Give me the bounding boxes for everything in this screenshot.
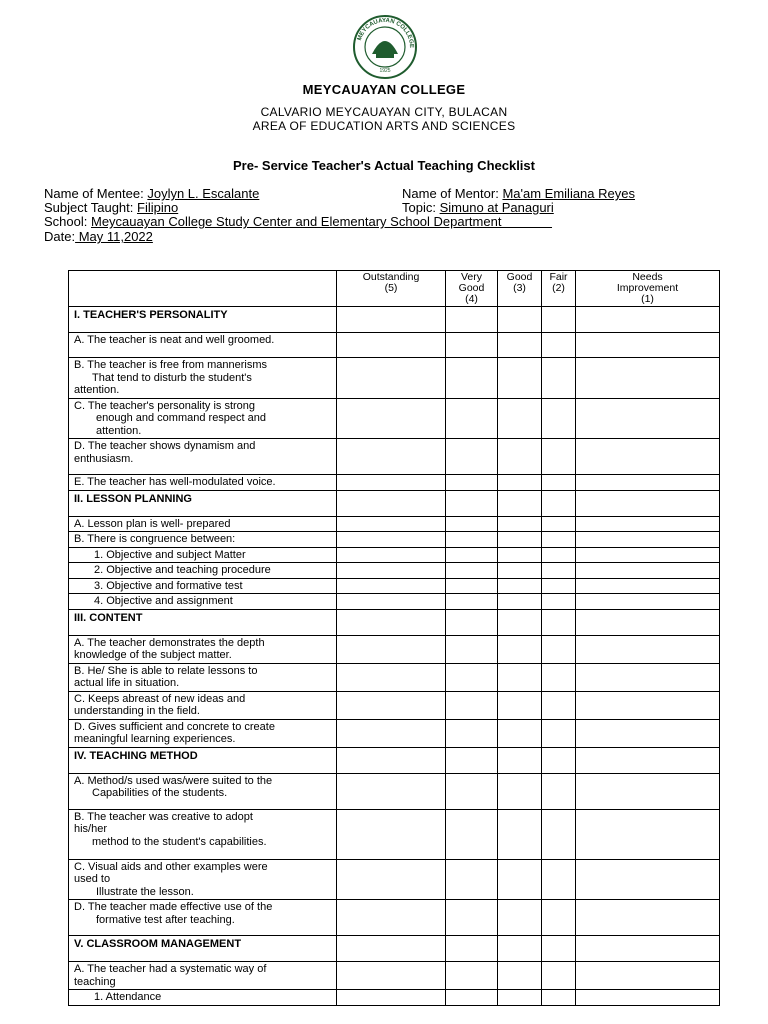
rating-cell[interactable] xyxy=(542,475,576,491)
rating-cell[interactable] xyxy=(542,663,576,691)
rating-cell[interactable] xyxy=(446,691,498,719)
rating-cell[interactable] xyxy=(446,609,498,635)
rating-cell[interactable] xyxy=(337,773,446,809)
address-line-2: AREA OF EDUCATION ARTS AND SCIENCES xyxy=(252,119,516,133)
rating-cell[interactable] xyxy=(446,663,498,691)
table-row: A. The teacher is neat and well groomed. xyxy=(69,333,720,358)
address-line-1: CALVARIO MEYCAUAYAN CITY, BULACAN xyxy=(260,105,508,119)
col-needs-improvement: Needs Improvement (1) xyxy=(576,271,720,307)
rating-cell[interactable] xyxy=(498,398,542,439)
checklist-table xyxy=(68,270,720,1006)
rating-cell[interactable] xyxy=(542,439,576,475)
rating-cell[interactable] xyxy=(576,609,720,635)
table-row: A. Lesson plan is well- prepared xyxy=(69,516,720,532)
svg-text:1925: 1925 xyxy=(379,68,391,74)
rating-cell[interactable] xyxy=(498,547,542,563)
rating-cell[interactable] xyxy=(446,578,498,594)
rating-cell[interactable] xyxy=(542,333,576,358)
rating-cell[interactable] xyxy=(337,439,446,475)
rating-cell[interactable] xyxy=(498,475,542,491)
rating-cell[interactable] xyxy=(446,719,498,747)
rating-cell[interactable] xyxy=(542,773,576,809)
table-row: 4. Objective and assignment xyxy=(69,594,720,610)
rating-cell[interactable] xyxy=(576,773,720,809)
rating-cell[interactable] xyxy=(542,809,576,859)
rating-cell[interactable] xyxy=(576,307,720,333)
rating-cell[interactable] xyxy=(498,333,542,358)
table-row: A. The teacher demonstrates the depth knowledge of the subject matter. xyxy=(69,635,720,663)
rating-cell[interactable] xyxy=(446,307,498,333)
rating-cell[interactable] xyxy=(498,578,542,594)
rating-cell[interactable] xyxy=(542,490,576,516)
rating-cell[interactable] xyxy=(498,900,542,936)
rating-cell[interactable] xyxy=(337,532,446,548)
rating-cell[interactable] xyxy=(542,747,576,773)
rating-cell[interactable] xyxy=(446,900,498,936)
rating-cell[interactable] xyxy=(542,609,576,635)
rating-cell[interactable] xyxy=(576,516,720,532)
rating-cell[interactable] xyxy=(498,439,542,475)
rating-cell[interactable] xyxy=(446,859,498,900)
rating-cell[interactable] xyxy=(498,532,542,548)
rating-cell[interactable] xyxy=(446,333,498,358)
table-row: 3. Objective and formative test xyxy=(69,578,720,594)
college-seal-icon xyxy=(352,14,418,80)
rating-cell[interactable] xyxy=(498,962,542,990)
rating-cell[interactable] xyxy=(337,747,446,773)
col-very-good: Very Good (4) xyxy=(446,271,498,307)
rating-cell[interactable] xyxy=(446,439,498,475)
table-row: B. The teacher was creative to adopt his/her method to the student's capabilities. xyxy=(69,809,720,859)
rating-cell[interactable] xyxy=(576,547,720,563)
rating-cell[interactable] xyxy=(576,333,720,358)
rating-cell[interactable] xyxy=(446,516,498,532)
rating-cell[interactable] xyxy=(337,398,446,439)
rating-cell[interactable] xyxy=(542,594,576,610)
rating-cell[interactable] xyxy=(446,990,498,1006)
rating-cell[interactable] xyxy=(446,475,498,491)
rating-cell[interactable] xyxy=(337,990,446,1006)
rating-cell[interactable] xyxy=(542,990,576,1006)
rating-cell[interactable] xyxy=(498,719,542,747)
rating-cell[interactable] xyxy=(576,663,720,691)
rating-cell[interactable] xyxy=(337,609,446,635)
rating-cell[interactable] xyxy=(542,398,576,439)
rating-cell[interactable] xyxy=(337,691,446,719)
rating-cell[interactable] xyxy=(576,809,720,859)
mentor-field: Name of Mentor: Ma'am Emiliana Reyes xyxy=(402,186,635,201)
rating-cell[interactable] xyxy=(576,532,720,548)
rating-cell[interactable] xyxy=(446,532,498,548)
rating-cell[interactable] xyxy=(337,859,446,900)
table-row: C. Visual aids and other examples were used to Illustrate the lesson. xyxy=(69,859,720,900)
rating-cell[interactable] xyxy=(542,358,576,399)
rating-cell[interactable] xyxy=(542,516,576,532)
rating-cell[interactable] xyxy=(542,307,576,333)
section-row: I. TEACHER'S PERSONALITY xyxy=(69,307,720,333)
table-row: C. Keeps abreast of new ideas and understanding in the field. xyxy=(69,691,720,719)
section-row: III. CONTENT xyxy=(69,609,720,635)
rating-cell[interactable] xyxy=(337,307,446,333)
table-row: D. The teacher made effective use of the formative test after teaching. xyxy=(69,900,720,936)
rating-cell[interactable] xyxy=(446,594,498,610)
rating-cell[interactable] xyxy=(337,333,446,358)
rating-cell[interactable] xyxy=(542,563,576,579)
rating-cell[interactable] xyxy=(576,936,720,962)
col-fair: Fair (2) xyxy=(542,271,576,307)
rating-cell[interactable] xyxy=(446,773,498,809)
table-row: 2. Objective and teaching procedure xyxy=(69,563,720,579)
rating-cell[interactable] xyxy=(337,809,446,859)
rating-cell[interactable] xyxy=(446,358,498,399)
table-row: C. The teacher's personality is strong enough and command respect and attention. xyxy=(69,398,720,439)
rating-cell[interactable] xyxy=(337,900,446,936)
rating-cell[interactable] xyxy=(446,747,498,773)
rating-cell[interactable] xyxy=(498,635,542,663)
rating-cell[interactable] xyxy=(337,663,446,691)
rating-cell[interactable] xyxy=(542,900,576,936)
rating-cell[interactable] xyxy=(576,962,720,990)
rating-cell[interactable] xyxy=(446,809,498,859)
rating-cell[interactable] xyxy=(576,358,720,399)
table-row: D. The teacher shows dynamism and enthusiasm. xyxy=(69,439,720,475)
rating-cell[interactable] xyxy=(337,578,446,594)
rating-cell[interactable] xyxy=(498,859,542,900)
rating-cell[interactable] xyxy=(446,962,498,990)
rating-cell[interactable] xyxy=(446,398,498,439)
table-header-row xyxy=(69,271,720,307)
rating-cell[interactable] xyxy=(446,936,498,962)
section-row: IV. TEACHING METHOD xyxy=(69,747,720,773)
rating-cell[interactable] xyxy=(498,307,542,333)
rating-cell[interactable] xyxy=(576,691,720,719)
rating-cell[interactable] xyxy=(498,809,542,859)
rating-cell[interactable] xyxy=(337,547,446,563)
rating-cell[interactable] xyxy=(576,490,720,516)
rating-cell[interactable] xyxy=(542,859,576,900)
topic-field: Topic: Simuno at Panaguri xyxy=(402,200,554,215)
table-row: D. Gives sufficient and concrete to create meaningful learning experiences. xyxy=(69,719,720,747)
criteria-header xyxy=(69,271,337,307)
rating-cell[interactable] xyxy=(576,900,720,936)
rating-cell[interactable] xyxy=(446,547,498,563)
rating-cell[interactable] xyxy=(337,936,446,962)
rating-cell[interactable] xyxy=(542,691,576,719)
subject-field: Subject Taught: Filipino xyxy=(44,200,179,215)
rating-cell[interactable] xyxy=(498,747,542,773)
rating-cell[interactable] xyxy=(576,747,720,773)
rating-cell[interactable] xyxy=(542,547,576,563)
rating-cell[interactable] xyxy=(576,475,720,491)
table-row: E. The teacher has well-modulated voice. xyxy=(69,475,720,491)
rating-cell[interactable] xyxy=(542,578,576,594)
svg-text:MEYCAUAYAN COLLEGE: MEYCAUAYAN COLLEGE xyxy=(356,17,415,49)
rating-cell[interactable] xyxy=(498,663,542,691)
rating-cell[interactable] xyxy=(498,490,542,516)
table-row: B. He/ She is able to relate lessons to actual life in situation. xyxy=(69,663,720,691)
document-title: Pre- Service Teacher's Actual Teaching Checklist xyxy=(233,158,535,173)
rating-cell[interactable] xyxy=(337,490,446,516)
rating-cell[interactable] xyxy=(337,563,446,579)
rating-cell[interactable] xyxy=(576,990,720,1006)
rating-cell[interactable] xyxy=(337,516,446,532)
rating-cell[interactable] xyxy=(576,719,720,747)
rating-cell[interactable] xyxy=(542,635,576,663)
rating-cell[interactable] xyxy=(576,398,720,439)
rating-cell[interactable] xyxy=(446,490,498,516)
section-row: V. CLASSROOM MANAGEMENT xyxy=(69,936,720,962)
rating-cell[interactable] xyxy=(576,563,720,579)
rating-cell[interactable] xyxy=(542,962,576,990)
table-row: A. Method/s used was/were suited to the Capabilities of the students. xyxy=(69,773,720,809)
rating-cell[interactable] xyxy=(498,563,542,579)
rating-cell[interactable] xyxy=(542,532,576,548)
rating-cell[interactable] xyxy=(337,719,446,747)
rating-cell[interactable] xyxy=(498,516,542,532)
rating-cell[interactable] xyxy=(576,578,720,594)
rating-cell[interactable] xyxy=(576,635,720,663)
rating-cell[interactable] xyxy=(337,635,446,663)
rating-cell[interactable] xyxy=(337,358,446,399)
rating-cell[interactable] xyxy=(337,475,446,491)
rating-cell[interactable] xyxy=(498,936,542,962)
col-good: Good (3) xyxy=(498,271,542,307)
rating-cell[interactable] xyxy=(446,563,498,579)
rating-cell[interactable] xyxy=(498,594,542,610)
school-field: School: Meycauayan College Study Center and Elementary School Department xyxy=(44,214,553,229)
table-row: 1. Objective and subject Matter xyxy=(69,547,720,563)
rating-cell[interactable] xyxy=(498,773,542,809)
rating-cell[interactable] xyxy=(576,439,720,475)
rating-cell[interactable] xyxy=(337,594,446,610)
rating-cell[interactable] xyxy=(576,594,720,610)
rating-cell[interactable] xyxy=(542,936,576,962)
table-row: 1. Attendance xyxy=(69,990,720,1006)
rating-cell[interactable] xyxy=(498,990,542,1006)
rating-cell[interactable] xyxy=(446,635,498,663)
table-row: B. The teacher is free from mannerisms That tend to disturb the student's attention. xyxy=(69,358,720,399)
college-name: MEYCAUAYAN COLLEGE xyxy=(302,82,466,97)
col-outstanding: Outstanding (5) xyxy=(337,271,446,307)
rating-cell[interactable] xyxy=(542,719,576,747)
table-row: A. The teacher had a systematic way of teaching xyxy=(69,962,720,990)
date-field: Date: May 11,2022 xyxy=(44,229,153,244)
rating-cell[interactable] xyxy=(498,609,542,635)
rating-cell[interactable] xyxy=(498,358,542,399)
rating-cell[interactable] xyxy=(498,691,542,719)
section-row: II. LESSON PLANNING xyxy=(69,490,720,516)
rating-cell[interactable] xyxy=(576,859,720,900)
table-row: B. There is congruence between: xyxy=(69,532,720,548)
rating-cell[interactable] xyxy=(337,962,446,990)
mentee-field: Name of Mentee: Joylyn L. Escalante xyxy=(44,186,260,201)
